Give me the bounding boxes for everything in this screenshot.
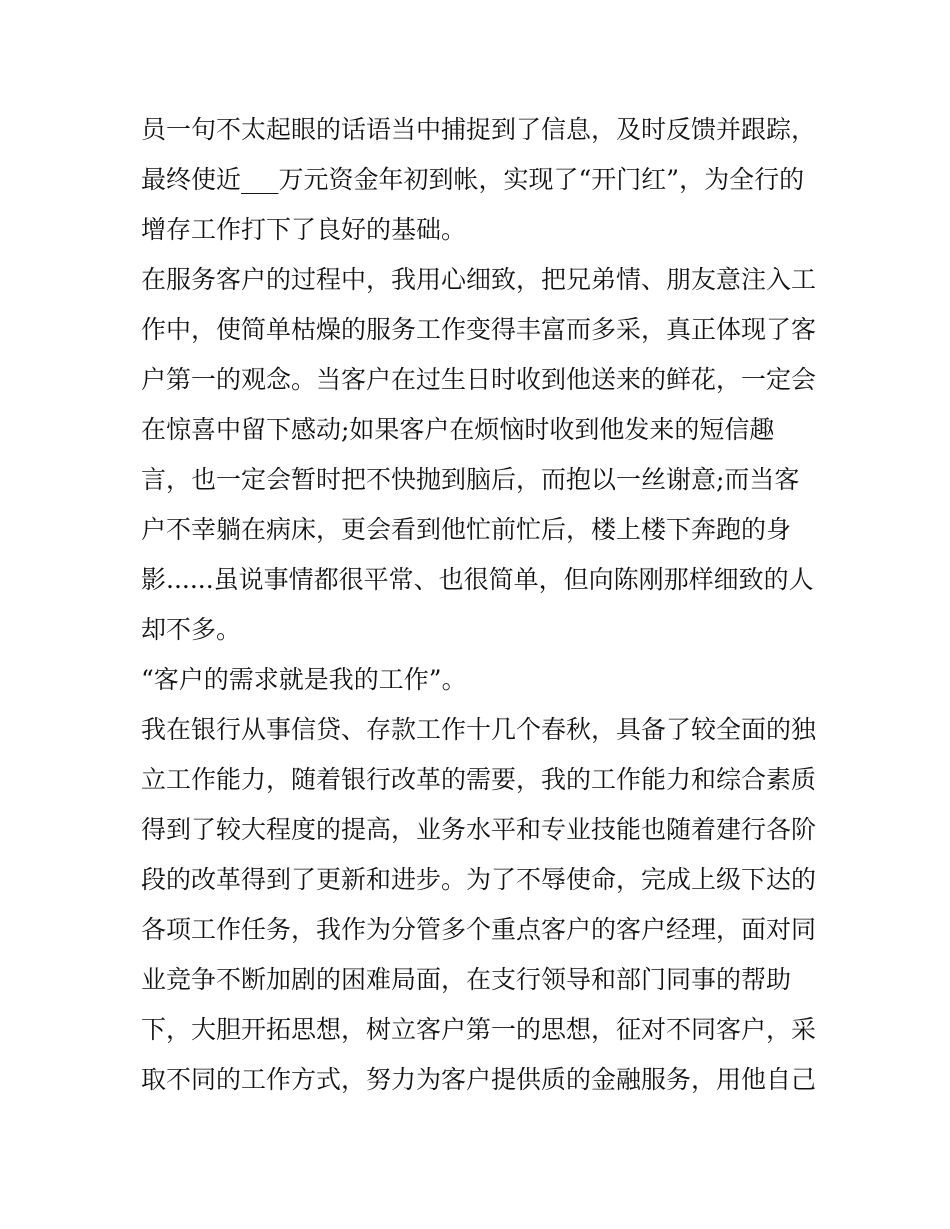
text-line-8: 言，也一定会暂时把不快抛到脑后，而抱以一丝谢意;而当客 bbox=[141, 465, 800, 494]
text-line-12: “客户的需求就是我的工作”。 bbox=[141, 665, 467, 694]
text-line-14: 立工作能力，随着银行改革的需要，我的工作能力和综合素质 bbox=[141, 765, 817, 794]
text-line-7: 在惊喜中留下感动;如果客户在烦恼时收到他发来的短信趣 bbox=[141, 415, 775, 444]
text-line-10: 影......虽说事情都很平常、也很简单，但向陈刚那样细致的人 bbox=[141, 565, 814, 594]
text-line-2: 最终使近___万元资金年初到帐，实现了“开门红”，为全行的 bbox=[141, 165, 805, 194]
text-line-15: 得到了较大程度的提高，业务水平和专业技能也随着建行各阶 bbox=[141, 815, 817, 844]
text-line-3: 增存工作打下了良好的基础。 bbox=[141, 215, 467, 244]
text-line-6: 户第一的观念。当客户在过生日时收到他送来的鲜花，一定会 bbox=[141, 365, 817, 394]
text-line-16: 段的改革得到了更新和进步。为了不辱使命，完成上级下达的 bbox=[141, 865, 817, 894]
text-line-5: 作中，使简单枯燥的服务工作变得丰富而多采，真正体现了客 bbox=[141, 315, 817, 344]
text-line-19: 下，大胆开拓思想，树立客户第一的思想，征对不同客户，采 bbox=[141, 1015, 817, 1044]
text-line-20: 取不同的工作方式，努力为客户提供质的金融服务，用他自己 bbox=[141, 1065, 817, 1094]
text-line-13: 我在银行从事信贷、存款工作十几个春秋，具备了较全面的独 bbox=[141, 715, 817, 744]
text-line-18: 业竞争不断加剧的困难局面，在支行领导和部门同事的帮助 bbox=[141, 965, 792, 994]
text-line-9: 户不幸躺在病床，更会看到他忙前忙后，楼上楼下奔跑的身 bbox=[141, 515, 792, 544]
body-text bbox=[141, 105, 821, 1105]
text-line-17: 各项工作任务，我作为分管多个重点客户的客户经理，面对同 bbox=[141, 915, 817, 944]
text-line-4: 在服务客户的过程中，我用心细致，把兄弟情、朋友意注入工 bbox=[141, 265, 817, 294]
text-line-11: 却不多。 bbox=[141, 615, 242, 644]
text-line-1: 员一句不太起眼的话语当中捕捉到了信息，及时反馈并跟踪， bbox=[141, 115, 817, 144]
